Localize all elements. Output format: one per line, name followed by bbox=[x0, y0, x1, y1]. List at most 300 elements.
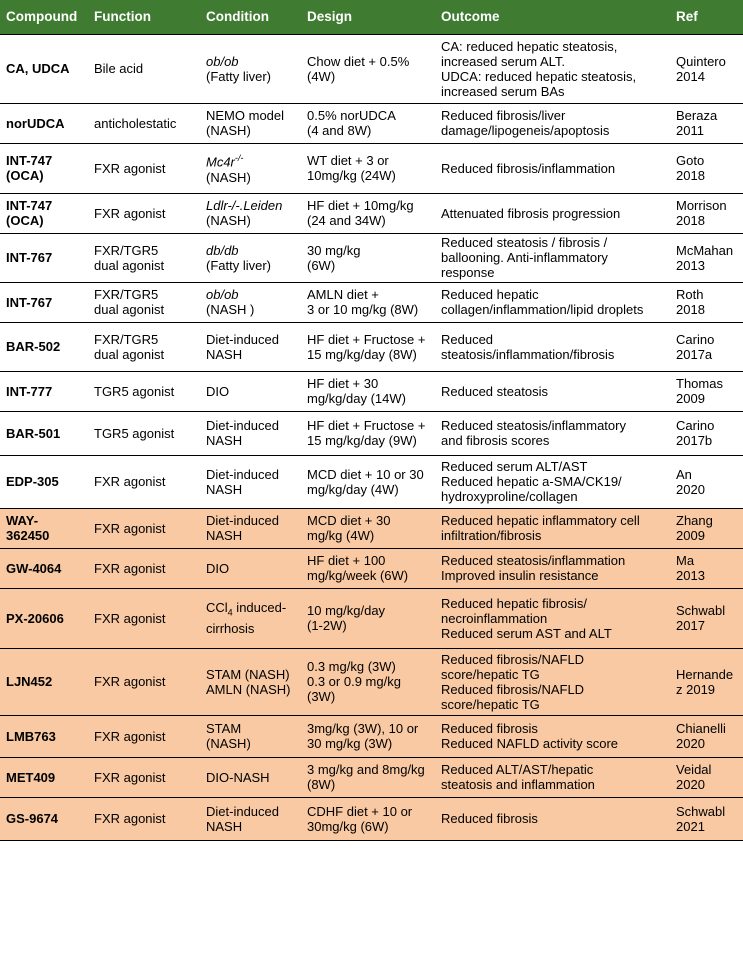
ref-line: Carino bbox=[676, 331, 715, 347]
function-cell bbox=[88, 371, 200, 411]
header-function: Function bbox=[88, 0, 200, 34]
condition-text: NASH bbox=[206, 528, 243, 543]
design-line: 10mg/kg (24W) bbox=[307, 168, 396, 183]
outcome-line: Improved insulin resistance bbox=[441, 568, 599, 583]
condition-line bbox=[206, 258, 295, 273]
condition-line bbox=[206, 287, 295, 302]
ref-cell bbox=[670, 757, 743, 797]
outcome-line: Reduced steatosis / fibrosis / bbox=[441, 235, 608, 250]
design-line: AMLN diet + bbox=[307, 287, 379, 302]
outcome-line: Reduced fibrosis/inflammation bbox=[441, 160, 616, 176]
compound-cell bbox=[0, 193, 88, 233]
design-line: WT diet + 3 or bbox=[307, 153, 389, 168]
outcome-cell bbox=[435, 34, 670, 103]
compound-cell bbox=[0, 282, 88, 322]
outcome-line: necroinflammation bbox=[441, 610, 548, 626]
function-line: FXR agonist bbox=[94, 769, 166, 785]
design-line: CDHF diet + 10 or bbox=[307, 803, 413, 819]
ref-line: 2018 bbox=[676, 302, 705, 317]
ref-line: Schwabl bbox=[676, 803, 726, 819]
condition-text: db/db bbox=[206, 242, 239, 258]
outcome-cell bbox=[435, 233, 670, 282]
table-row bbox=[0, 193, 743, 233]
outcome-cell bbox=[435, 455, 670, 508]
outcome-line: and fibrosis scores bbox=[441, 433, 550, 448]
condition-line bbox=[206, 804, 295, 819]
design-line: mg/kg/week (6W) bbox=[307, 568, 409, 583]
outcome-line: Reduced steatosis bbox=[441, 383, 548, 399]
ref-line: Morrison bbox=[676, 198, 727, 213]
compound-cell bbox=[0, 797, 88, 840]
condition-cell bbox=[200, 797, 301, 840]
condition-text: Ldlr-/-.Leiden bbox=[206, 198, 283, 213]
condition-text: NASH bbox=[206, 346, 243, 362]
design-cell bbox=[301, 233, 435, 282]
outcome-line: Reduced steatosis/inflammatory bbox=[441, 418, 626, 433]
condition-text: cirrhosis bbox=[206, 620, 255, 636]
function-cell bbox=[88, 648, 200, 715]
function-cell bbox=[88, 588, 200, 648]
table-row bbox=[0, 282, 743, 322]
condition-cell bbox=[200, 757, 301, 797]
outcome-line: score/hepatic TG bbox=[441, 696, 540, 712]
condition-text: ob/ob bbox=[206, 53, 239, 69]
design-line: 30mg/kg (6W) bbox=[307, 818, 389, 834]
condition-text: Diet-induced bbox=[206, 466, 279, 482]
compound-line: INT-747 bbox=[6, 198, 53, 213]
outcome-cell bbox=[435, 715, 670, 757]
outcome-line: Reduced fibrosis bbox=[441, 811, 538, 826]
outcome-cell bbox=[435, 282, 670, 322]
design-cell bbox=[301, 282, 435, 322]
design-cell bbox=[301, 548, 435, 588]
condition-text: ob/ob bbox=[206, 287, 239, 302]
outcome-line: Reduced fibrosis/NAFLD bbox=[441, 681, 585, 697]
outcome-line: Reduced hepatic inflammatory cell bbox=[441, 513, 640, 528]
ref-cell bbox=[670, 508, 743, 548]
function-line: FXR agonist bbox=[94, 160, 166, 176]
outcome-line: Reduced fibrosis/NAFLD bbox=[441, 651, 585, 667]
function-cell bbox=[88, 322, 200, 371]
function-line: FXR agonist bbox=[94, 520, 166, 536]
condition-line bbox=[206, 736, 295, 751]
outcome-line: Reduced serum AST and ALT bbox=[441, 625, 612, 641]
condition-line bbox=[206, 621, 295, 636]
condition-line bbox=[206, 513, 295, 528]
header-condition: Condition bbox=[200, 0, 301, 34]
compound-cell bbox=[0, 648, 88, 715]
outcome-cell bbox=[435, 588, 670, 648]
ref-cell bbox=[670, 233, 743, 282]
ref-line: Beraza bbox=[676, 108, 718, 123]
compound-line: 362450 bbox=[6, 528, 50, 543]
table-body bbox=[0, 34, 743, 840]
condition-line bbox=[206, 54, 295, 69]
compound-line: LMB763 bbox=[6, 728, 56, 744]
condition-line bbox=[206, 108, 295, 123]
ref-cell bbox=[670, 282, 743, 322]
outcome-line: Attenuated fibrosis progression bbox=[441, 205, 621, 221]
design-cell bbox=[301, 588, 435, 648]
table-row bbox=[0, 715, 743, 757]
function-line: Bile acid bbox=[94, 61, 144, 76]
table-row bbox=[0, 411, 743, 455]
design-line: 15 mg/kg/day (8W) bbox=[307, 346, 417, 362]
condition-line bbox=[206, 482, 295, 497]
ref-line: z 2019 bbox=[676, 681, 716, 697]
condition-cell bbox=[200, 233, 301, 282]
condition-text: Mc4r bbox=[206, 154, 235, 170]
condition-text: (NASH ) bbox=[206, 302, 255, 317]
condition-line bbox=[206, 69, 295, 84]
outcome-line: Reduced hepatic fibrosis/ bbox=[441, 595, 587, 611]
condition-cell bbox=[200, 103, 301, 143]
function-line: FXR/TGR5 bbox=[94, 331, 159, 347]
function-cell bbox=[88, 715, 200, 757]
condition-cell bbox=[200, 34, 301, 103]
condition-cell bbox=[200, 282, 301, 322]
design-cell bbox=[301, 797, 435, 840]
compound-line: MET409 bbox=[6, 769, 56, 785]
condition-text: (Fatty liver) bbox=[206, 257, 271, 273]
ref-line: An bbox=[676, 466, 692, 482]
ref-line: Quintero bbox=[676, 53, 726, 69]
outcome-line: steatosis and inflammation bbox=[441, 777, 595, 792]
condition-text: NEMO model bbox=[206, 108, 285, 123]
compound-cell bbox=[0, 34, 88, 103]
function-cell bbox=[88, 103, 200, 143]
function-line: FXR agonist bbox=[94, 205, 166, 221]
outcome-line: Reduced hepatic bbox=[441, 287, 539, 302]
function-cell bbox=[88, 548, 200, 588]
function-line: anticholestatic bbox=[94, 115, 177, 131]
ref-cell bbox=[670, 103, 743, 143]
condition-text: NASH bbox=[206, 481, 243, 497]
header-compound: Compound bbox=[0, 0, 88, 34]
function-line: dual agonist bbox=[94, 257, 165, 273]
compound-line: INT-777 bbox=[6, 383, 53, 399]
outcome-line: score/hepatic TG bbox=[441, 666, 540, 682]
table-row bbox=[0, 757, 743, 797]
design-line: (4W) bbox=[307, 68, 336, 84]
condition-text: DIO bbox=[206, 383, 230, 399]
design-line: (24 and 34W) bbox=[307, 213, 386, 228]
ref-cell bbox=[670, 648, 743, 715]
design-line: mg/kg (4W) bbox=[307, 528, 375, 543]
outcome-line: CA: reduced hepatic steatosis, bbox=[441, 38, 618, 54]
ref-line: 2017 bbox=[676, 618, 705, 633]
compound-cell bbox=[0, 371, 88, 411]
design-line: 0.3 mg/kg (3W) bbox=[307, 659, 396, 674]
outcome-cell bbox=[435, 322, 670, 371]
outcome-cell bbox=[435, 648, 670, 715]
ref-cell bbox=[670, 588, 743, 648]
ref-line: 2020 bbox=[676, 777, 705, 792]
ref-cell bbox=[670, 143, 743, 193]
condition-cell bbox=[200, 455, 301, 508]
design-line: 0.5% norUDCA bbox=[307, 108, 396, 123]
function-line: FXR/TGR5 bbox=[94, 287, 159, 302]
ref-line: 2009 bbox=[676, 528, 705, 543]
ref-cell bbox=[670, 34, 743, 103]
ref-line: Veidal bbox=[676, 762, 712, 777]
outcome-line: Reduced NAFLD activity score bbox=[441, 736, 619, 751]
ref-line: 2020 bbox=[676, 481, 705, 497]
condition-line bbox=[206, 347, 295, 362]
compound-line: GW-4064 bbox=[6, 560, 62, 576]
compound-line: PX-20606 bbox=[6, 610, 64, 626]
ref-line: 2017a bbox=[676, 346, 713, 362]
outcome-line: Reduced fibrosis/liver bbox=[441, 108, 566, 123]
ref-line: 2011 bbox=[676, 123, 704, 138]
ref-line: Ma bbox=[676, 553, 695, 568]
outcome-cell bbox=[435, 757, 670, 797]
design-line: Chow diet + 0.5% bbox=[307, 53, 410, 69]
design-cell bbox=[301, 371, 435, 411]
design-cell bbox=[301, 411, 435, 455]
function-cell bbox=[88, 193, 200, 233]
table-row bbox=[0, 455, 743, 508]
ref-cell bbox=[670, 715, 743, 757]
compound-cell bbox=[0, 757, 88, 797]
design-cell bbox=[301, 103, 435, 143]
condition-cell bbox=[200, 648, 301, 715]
table-row bbox=[0, 103, 743, 143]
design-cell bbox=[301, 648, 435, 715]
condition-line bbox=[206, 332, 295, 347]
compound-cell bbox=[0, 548, 88, 588]
condition-line bbox=[206, 198, 295, 213]
outcome-cell bbox=[435, 508, 670, 548]
design-line: 3mg/kg (3W), 10 or bbox=[307, 721, 419, 736]
condition-line bbox=[206, 600, 295, 621]
condition-subscript: 4 bbox=[227, 607, 233, 618]
design-line: 3 or 10 mg/kg (8W) bbox=[307, 302, 419, 317]
function-line: FXR agonist bbox=[94, 560, 166, 576]
function-cell bbox=[88, 34, 200, 103]
design-line: MCD diet + 30 bbox=[307, 513, 391, 528]
design-line: (4 and 8W) bbox=[307, 123, 372, 138]
ref-line: Roth bbox=[676, 287, 704, 302]
design-line: 30 mg/kg (3W) bbox=[307, 736, 393, 751]
ref-line: 2021 bbox=[676, 818, 705, 834]
ref-cell bbox=[670, 455, 743, 508]
condition-cell bbox=[200, 508, 301, 548]
design-line: 15 mg/kg/day (9W) bbox=[307, 433, 417, 448]
condition-line bbox=[206, 667, 295, 682]
design-line: HF diet + Fructose + bbox=[307, 418, 426, 433]
compound-line: INT-747 bbox=[6, 153, 53, 168]
compound-cell bbox=[0, 588, 88, 648]
condition-text: STAM bbox=[206, 721, 242, 736]
ref-line: Carino bbox=[676, 418, 715, 433]
design-cell bbox=[301, 757, 435, 797]
outcome-line: Reduced fibrosis bbox=[441, 721, 538, 736]
outcome-line: collagen/inflammation/lipid droplets bbox=[441, 302, 644, 317]
condition-cell bbox=[200, 322, 301, 371]
outcome-cell bbox=[435, 193, 670, 233]
outcome-line: steatosis/inflammation/fibrosis bbox=[441, 346, 615, 362]
ref-line: McMahan bbox=[676, 242, 734, 258]
ref-line: Thomas bbox=[676, 376, 723, 391]
condition-text: STAM (NASH) bbox=[206, 666, 290, 682]
condition-text: (NASH) bbox=[206, 213, 251, 228]
compound-line: WAY- bbox=[6, 513, 39, 528]
function-line: TGR5 agonist bbox=[94, 383, 175, 399]
function-cell bbox=[88, 455, 200, 508]
condition-line bbox=[206, 213, 295, 228]
compound-cell bbox=[0, 508, 88, 548]
design-line: (1-2W) bbox=[307, 618, 347, 633]
design-line: (8W) bbox=[307, 777, 336, 792]
design-line: (6W) bbox=[307, 257, 336, 273]
condition-cell bbox=[200, 588, 301, 648]
compound-line: BAR-502 bbox=[6, 339, 61, 354]
outcome-cell bbox=[435, 371, 670, 411]
condition-line bbox=[206, 467, 295, 482]
function-line: FXR/TGR5 bbox=[94, 242, 159, 258]
outcome-line: Reduced serum ALT/AST bbox=[441, 459, 588, 474]
condition-line bbox=[206, 433, 295, 448]
design-cell bbox=[301, 322, 435, 371]
design-line: (3W) bbox=[307, 689, 336, 704]
condition-text: (Fatty liver) bbox=[206, 68, 271, 84]
design-line: HF diet + 10mg/kg bbox=[307, 198, 414, 213]
table-row bbox=[0, 322, 743, 371]
ref-line: Hernande bbox=[676, 666, 734, 682]
ref-cell bbox=[670, 193, 743, 233]
function-line: FXR agonist bbox=[94, 728, 166, 744]
condition-text: DIO-NASH bbox=[206, 769, 270, 785]
compound-line: (OCA) bbox=[6, 213, 44, 228]
outcome-line: Reduced ALT/AST/hepatic bbox=[441, 762, 594, 777]
design-line: mg/kg/day (14W) bbox=[307, 391, 406, 406]
design-line: 3 mg/kg and 8mg/kg bbox=[307, 762, 425, 777]
condition-text: AMLN (NASH) bbox=[206, 681, 291, 697]
condition-line bbox=[206, 418, 295, 433]
ref-line: Goto bbox=[676, 153, 705, 168]
table-row bbox=[0, 548, 743, 588]
condition-line bbox=[206, 123, 295, 138]
condition-suffix: induced- bbox=[232, 600, 287, 616]
condition-cell bbox=[200, 371, 301, 411]
compound-line: CA, UDCA bbox=[6, 61, 70, 76]
condition-line bbox=[206, 170, 295, 185]
compound-cell bbox=[0, 233, 88, 282]
function-line: FXR agonist bbox=[94, 610, 166, 626]
condition-line bbox=[206, 528, 295, 543]
condition-text: (NASH) bbox=[206, 123, 251, 138]
ref-cell bbox=[670, 322, 743, 371]
condition-cell bbox=[200, 548, 301, 588]
ref-cell bbox=[670, 797, 743, 840]
design-line: MCD diet + 10 or 30 bbox=[307, 466, 424, 482]
condition-text: DIO bbox=[206, 560, 230, 576]
function-line: FXR agonist bbox=[94, 474, 166, 489]
table-header-row bbox=[0, 0, 743, 34]
ref-cell bbox=[670, 411, 743, 455]
condition-text: NASH bbox=[206, 818, 243, 834]
outcome-cell bbox=[435, 797, 670, 840]
compound-line: EDP-305 bbox=[6, 474, 59, 489]
ref-line: 2018 bbox=[676, 213, 705, 228]
ref-cell bbox=[670, 548, 743, 588]
function-line: TGR5 agonist bbox=[94, 425, 175, 441]
outcome-line: UDCA: reduced hepatic steatosis, bbox=[441, 68, 637, 84]
function-cell bbox=[88, 282, 200, 322]
ref-cell bbox=[670, 371, 743, 411]
outcome-cell bbox=[435, 143, 670, 193]
condition-text: Diet-induced bbox=[206, 513, 279, 528]
ref-line: Zhang bbox=[676, 513, 713, 528]
compound-cell bbox=[0, 103, 88, 143]
design-cell bbox=[301, 34, 435, 103]
function-cell bbox=[88, 411, 200, 455]
condition-line bbox=[206, 819, 295, 834]
design-line: mg/kg/day (4W) bbox=[307, 481, 399, 497]
outcome-line: increased serum BAs bbox=[441, 83, 565, 99]
table-row bbox=[0, 648, 743, 715]
table-row bbox=[0, 508, 743, 548]
function-cell bbox=[88, 143, 200, 193]
table-row bbox=[0, 34, 743, 103]
table-row bbox=[0, 588, 743, 648]
design-cell bbox=[301, 455, 435, 508]
condition-line bbox=[206, 384, 295, 399]
ref-line: 2013 bbox=[676, 568, 705, 583]
ref-line: 2014 bbox=[676, 68, 705, 84]
design-cell bbox=[301, 715, 435, 757]
ref-line: 2018 bbox=[676, 168, 705, 183]
compound-cell bbox=[0, 143, 88, 193]
compound-line: LJN452 bbox=[6, 674, 53, 689]
function-line: dual agonist bbox=[94, 346, 165, 362]
condition-cell bbox=[200, 193, 301, 233]
compound-line: INT-767 bbox=[6, 250, 53, 265]
condition-text: (NASH) bbox=[206, 736, 251, 751]
table-row bbox=[0, 371, 743, 411]
outcome-cell bbox=[435, 548, 670, 588]
function-cell bbox=[88, 508, 200, 548]
outcome-line: Reduced steatosis/inflammation bbox=[441, 553, 626, 568]
ref-line: 2020 bbox=[676, 736, 705, 751]
design-line: HF diet + Fructose + bbox=[307, 331, 426, 347]
table-row bbox=[0, 143, 743, 193]
condition-cell bbox=[200, 143, 301, 193]
condition-cell bbox=[200, 715, 301, 757]
outcome-line: infiltration/fibrosis bbox=[441, 528, 542, 543]
function-line: FXR agonist bbox=[94, 811, 166, 826]
compound-line: BAR-501 bbox=[6, 425, 61, 441]
condition-text: Diet-induced bbox=[206, 331, 279, 347]
compound-cell bbox=[0, 715, 88, 757]
function-line: FXR agonist bbox=[94, 674, 166, 689]
function-line: dual agonist bbox=[94, 302, 165, 317]
condition-cell bbox=[200, 411, 301, 455]
condition-line bbox=[206, 302, 295, 317]
ref-line: 2013 bbox=[676, 257, 705, 273]
table-row bbox=[0, 797, 743, 840]
design-cell bbox=[301, 143, 435, 193]
outcome-cell bbox=[435, 103, 670, 143]
condition-superscript: -/- bbox=[234, 153, 244, 164]
outcome-line: ballooning. Anti-inflammatory bbox=[441, 250, 608, 265]
outcome-cell bbox=[435, 411, 670, 455]
design-line: 30 mg/kg bbox=[307, 242, 361, 258]
outcome-line: Reduced bbox=[441, 331, 494, 347]
condition-text: (NASH) bbox=[206, 169, 251, 185]
condition-text: NASH bbox=[206, 433, 243, 448]
